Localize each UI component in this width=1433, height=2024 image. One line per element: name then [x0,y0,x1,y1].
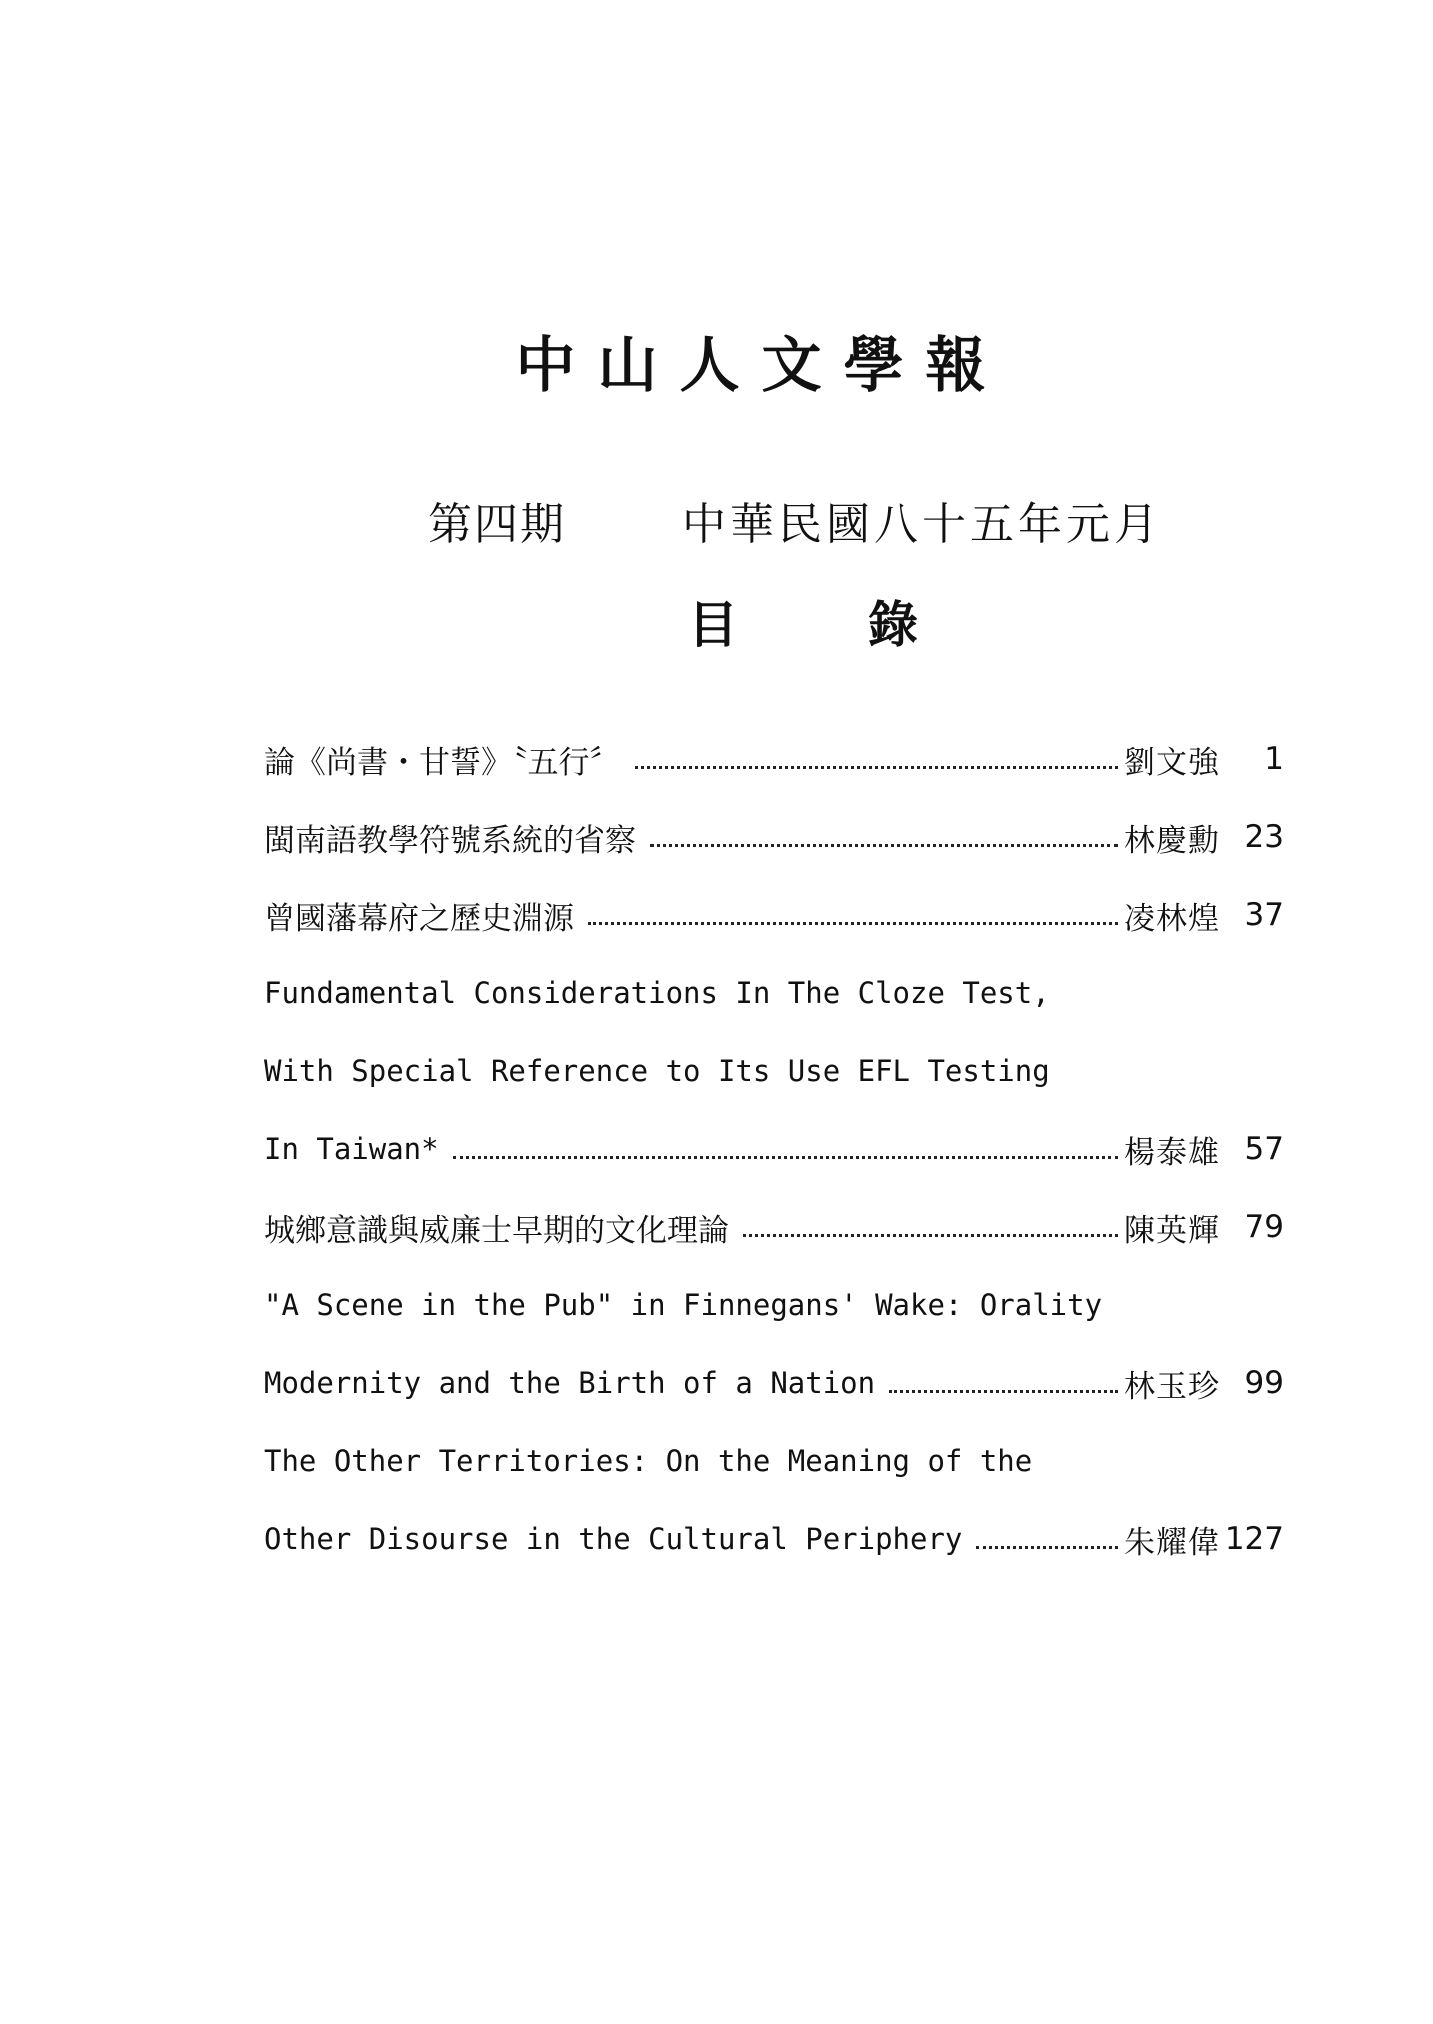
toc-entry-title: "A Scene in the Pub" in Finnegans' Wake: Orality [264,1288,1103,1322]
toc-entry-title: 城鄉意識與威廉士早期的文化理論 [264,1212,729,1249]
toc-entry-line [264,798,1284,876]
toc-entry-line [264,720,1284,798]
toc-entry-line [264,1344,1284,1422]
toc-heading-char: 目 [688,595,738,654]
dot-leader [650,844,1118,847]
toc-entry-author: 陳英輝 [1124,1212,1220,1249]
toc-entry-title: Modernity and the Birth of a Nation [264,1366,876,1400]
toc-entry-page: 99 [1244,1365,1284,1401]
toc-entry-line [264,1422,1284,1500]
toc-entry-page: 1 [1264,741,1284,777]
toc-entry-line [264,1188,1284,1266]
dot-leader [453,1156,1118,1159]
toc-entry-line [264,876,1284,954]
table-of-contents [264,720,1284,1578]
toc-entry-title: The Other Territories: On the Meaning of the [264,1444,1033,1478]
issue-date: 中華民國八十五年元月 [682,499,1162,550]
toc-entry-page: 23 [1244,819,1284,855]
dot-leader [976,1546,1118,1549]
dot-leader [743,1234,1118,1237]
toc-entry-title: With Special Reference to Its Use EFL Testing [264,1054,1050,1088]
toc-entry-author: 劉文強 [1124,744,1220,781]
toc-entry-line [264,1266,1284,1344]
toc-entry-author: 朱耀偉 [1124,1524,1220,1561]
toc-entry-title: 曾國藩幕府之歷史淵源 [264,900,574,937]
toc-entry-title: 論《尚書・甘誓》〝五行〞 [264,744,621,781]
toc-entry-title: 閩南語教學符號系統的省察 [264,822,636,859]
toc-entry-author: 楊泰雄 [1124,1134,1220,1171]
toc-entry-page: 79 [1244,1209,1284,1245]
toc-entry-line [264,1110,1284,1188]
toc-entry-title: In Taiwan* [264,1132,439,1166]
journal-title: 中山人文學報 [515,331,1008,401]
toc-entry-line [264,1032,1284,1110]
dot-leader [635,766,1119,769]
toc-entry-author: 凌林煌 [1124,900,1220,937]
toc-entry-author: 林慶勳 [1124,822,1220,859]
toc-entry-page: 57 [1244,1131,1284,1167]
toc-entry-title: Fundamental Considerations In The Cloze Test, [264,976,1050,1010]
dot-leader [889,1390,1118,1393]
toc-entry-line [264,1500,1284,1578]
toc-entry-line [264,954,1284,1032]
issue-number: 第四期 [428,499,566,550]
toc-heading-char: 錄 [868,595,918,654]
toc-entry-page: 37 [1244,897,1284,933]
dot-leader [588,922,1118,925]
toc-entry-title: Other Disourse in the Cultural Periphery [264,1522,963,1556]
toc-entry-author: 林玉珍 [1124,1368,1220,1405]
toc-entry-page: 127 [1224,1521,1284,1557]
